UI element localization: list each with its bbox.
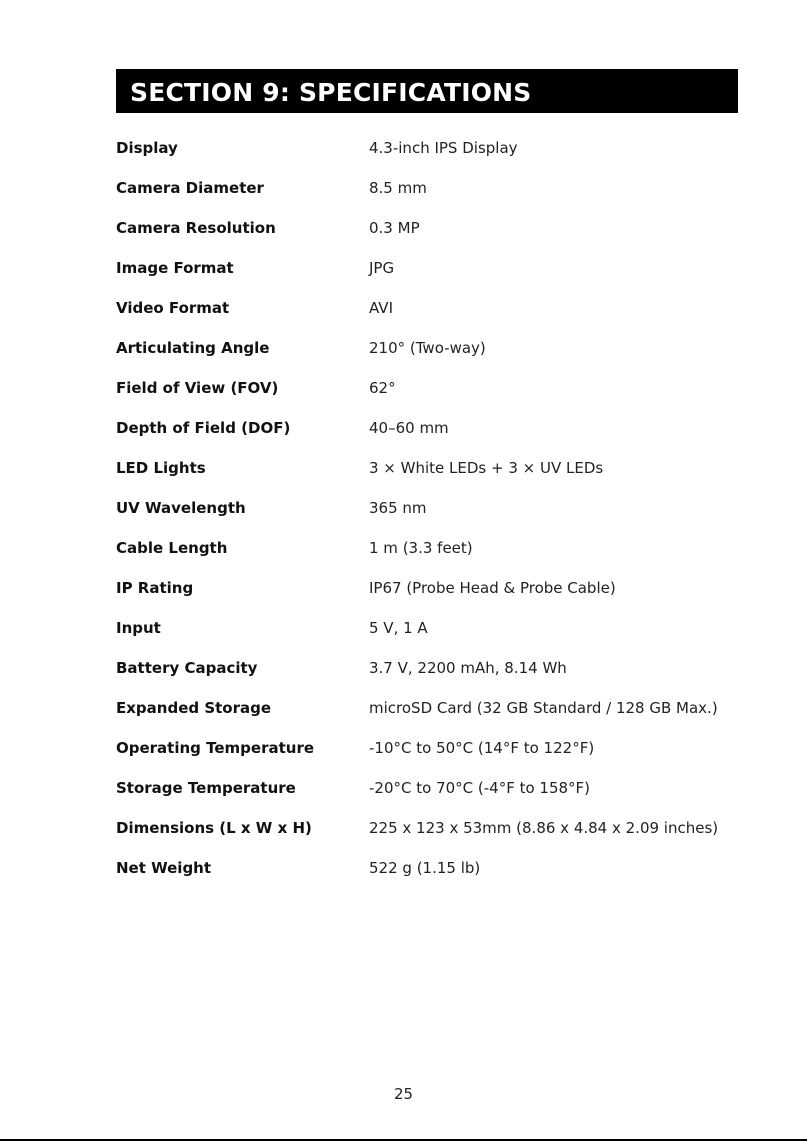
spec-row-field-of-view [116,377,738,417]
spec-row-dimensions [116,817,738,857]
spec-label: Image Format [116,259,234,277]
spec-value: 40–60 mm [369,419,449,437]
spec-value: 8.5 mm [369,179,427,197]
bottom-divider [0,1139,807,1141]
spec-table [116,137,738,897]
page-number: 25 [393,1085,414,1103]
spec-label: IP Rating [116,579,194,597]
spec-row-camera-diameter [116,177,738,217]
spec-value: 0.3 MP [369,219,420,237]
spec-label: Dimensions (L x W x H) [116,819,312,837]
spec-value: -20°C to 70°C (-4°F to 158°F) [369,779,591,797]
spec-value: 4.3-inch IPS Display [369,139,518,157]
spec-row-led-lights [116,457,738,497]
spec-label: Video Format [116,299,230,317]
spec-row-articulating-angle [116,337,738,377]
spec-label: Depth of Field (DOF) [116,419,291,437]
spec-row-battery-capacity [116,657,738,697]
spec-value: 3.7 V, 2200 mAh, 8.14 Wh [369,659,567,677]
spec-value: 225 x 123 x 53mm (8.86 x 4.84 x 2.09 inches) [369,819,719,837]
spec-value: 522 g (1.15 lb) [369,859,481,877]
spec-label: Articulating Angle [116,339,270,357]
spec-row-ip-rating [116,577,738,617]
spec-value: microSD Card (32 GB Standard / 128 GB Max.) [369,699,718,717]
spec-label: Storage Temperature [116,779,296,797]
spec-label: Camera Resolution [116,219,276,237]
spec-value: 1 m (3.3 feet) [369,539,473,557]
spec-value: 3 × White LEDs + 3 × UV LEDs [369,459,604,477]
spec-label: Field of View (FOV) [116,379,279,397]
section-header [116,69,738,113]
section-title: SECTION 9: SPECIFICATIONS [130,78,532,107]
spec-row-depth-of-field [116,417,738,457]
spec-label: LED Lights [116,459,206,477]
spec-row-operating-temperature [116,737,738,777]
spec-row-uv-wavelength [116,497,738,537]
spec-value: 365 nm [369,499,427,517]
spec-row-storage-temperature [116,777,738,817]
spec-label: Net Weight [116,859,212,877]
spec-value: 210° (Two-way) [369,339,486,357]
spec-row-expanded-storage [116,697,738,737]
spec-row-image-format [116,257,738,297]
spec-row-cable-length [116,537,738,577]
spec-row-camera-resolution [116,217,738,257]
spec-value: 5 V, 1 A [369,619,428,637]
spec-label: Cable Length [116,539,228,557]
spec-label: Expanded Storage [116,699,272,717]
spec-row-net-weight [116,857,738,897]
spec-value: -10°C to 50°C (14°F to 122°F) [369,739,595,757]
spec-value: 62° [369,379,396,397]
spec-label: UV Wavelength [116,499,246,517]
spec-value: AVI [369,299,393,317]
spec-label: Display [116,139,178,157]
spec-row-display [116,137,738,177]
spec-row-input [116,617,738,657]
spec-label: Camera Diameter [116,179,264,197]
spec-value: IP67 (Probe Head & Probe Cable) [369,579,616,597]
spec-label: Battery Capacity [116,659,258,677]
spec-label: Operating Temperature [116,739,315,757]
spec-row-video-format [116,297,738,337]
spec-label: Input [116,619,161,637]
spec-value: JPG [369,259,395,277]
